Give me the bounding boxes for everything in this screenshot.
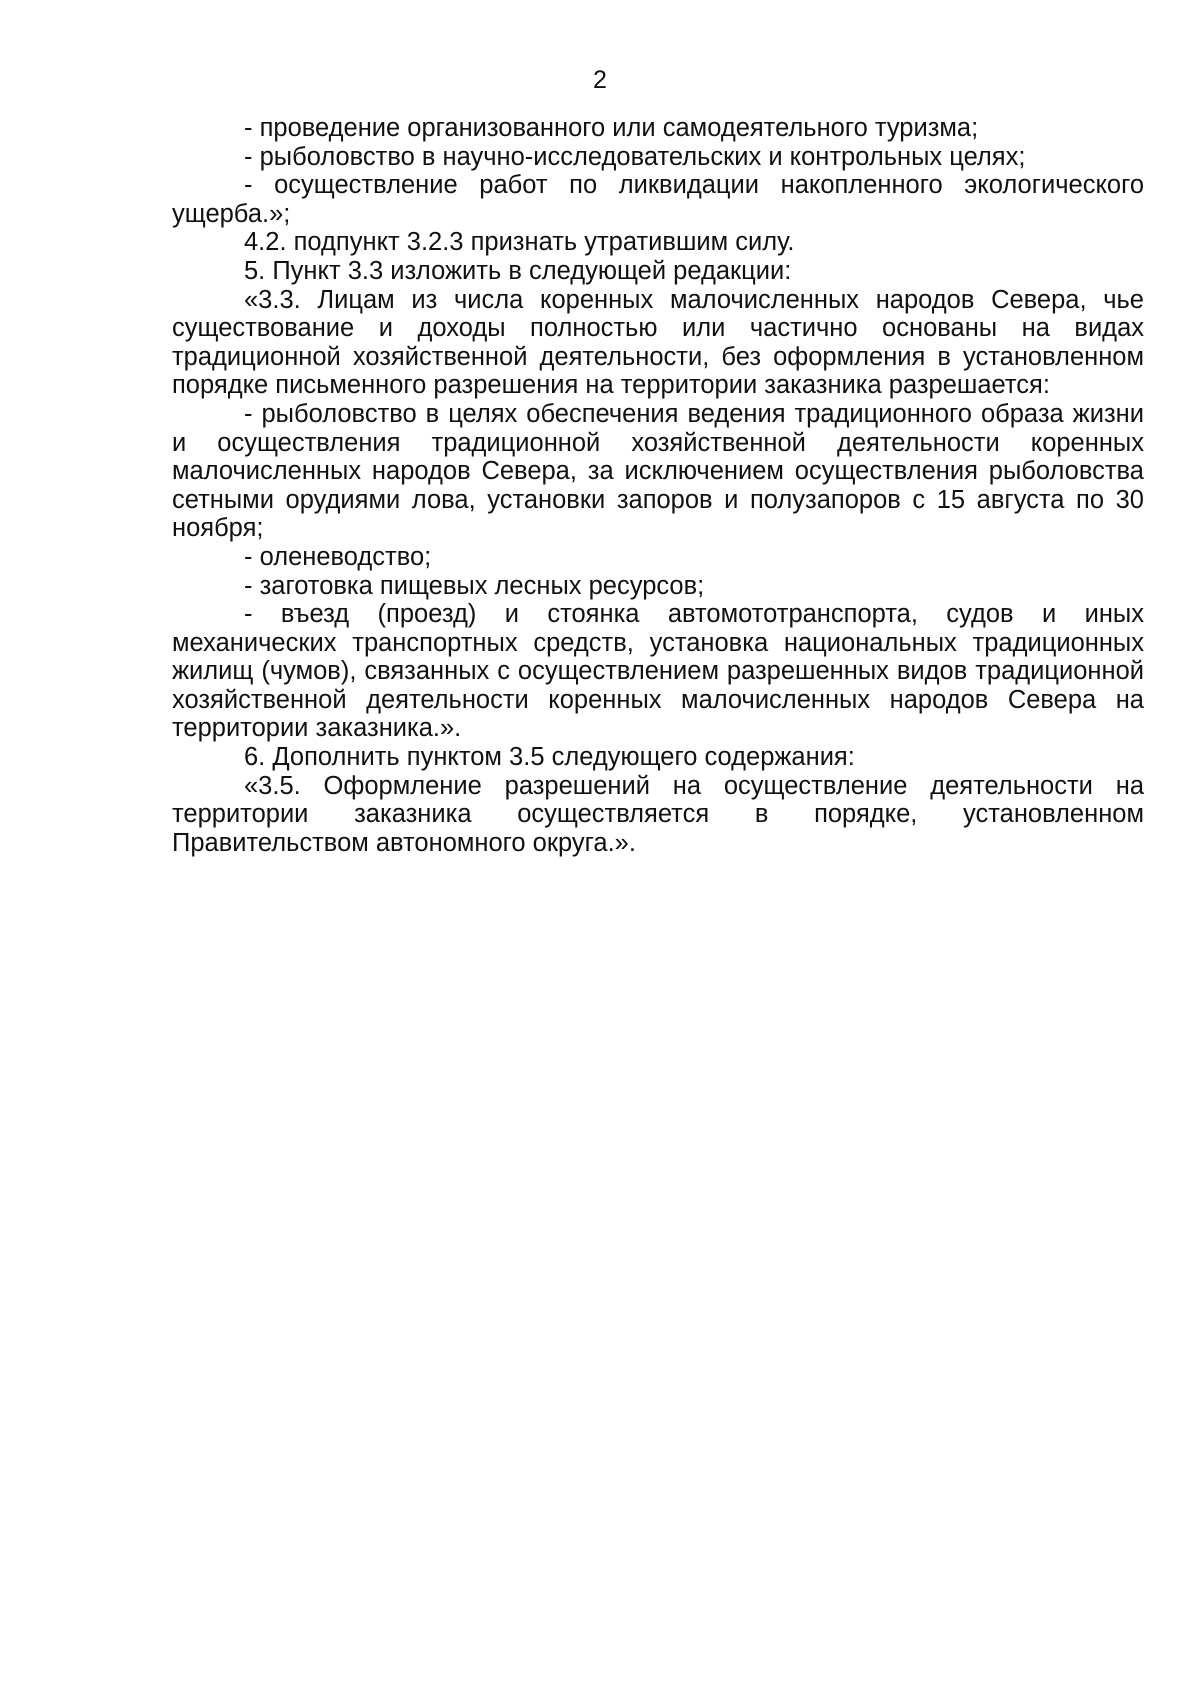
paragraph: 5. Пункт 3.3 изложить в следующей редакции: (244, 256, 792, 285)
paragraph: - рыболовство в целях обеспечения ведения традиционного образа жизни и осуществления традиционной хозяйственной деятельности коренных малочисленных народов Севера, за исключением осуществления рыболовства сетными орудиями лова, установки запоров и полузапоров с 15 августа по 30 ноября; (172, 399, 1144, 543)
paragraph: 6. Дополнить пунктом 3.5 следующего содержания: (244, 743, 855, 772)
paragraph: - въезд (проезд) и стоянка автомототранспорта, судов и иных механических транспортных средств, установка национальных традиционных жилищ (чумов), связанных с осуществлением разрешенных видов традиционной хозяйственной деятельности коренных малочисленных народов Севера на территории заказника.». (172, 600, 1144, 743)
paragraph: - осуществление работ по ликвидации накопленного экологического ущерба.»; (172, 171, 1144, 228)
paragraph: - проведение организованного или самодеятельного туризма; (244, 114, 979, 142)
document-body (172, 114, 1144, 857)
paragraph: «3.5. Оформление разрешений на осуществление деятельности на территории заказника осуществляется в порядке, установленном Правительством автономного округа.». (172, 771, 1144, 857)
paragraph: «3.3. Лицам из числа коренных малочисленных народов Севера, чье существование и доходы полностью или частично основаны на видах традиционной хозяйственной деятельности, без оформления в установленном порядке письменного разрешения на территории заказника разрешается: (172, 285, 1144, 400)
paragraph: - оленеводство; (244, 542, 432, 571)
paragraph: 4.2. подпункт 3.2.3 признать утратившим силу. (244, 228, 795, 257)
paragraph: - заготовка пищевых лесных ресурсов; (244, 571, 705, 600)
page-number: 2 (593, 66, 607, 94)
paragraph: - рыболовство в научно-исследовательских и контрольных целях; (244, 142, 1026, 171)
